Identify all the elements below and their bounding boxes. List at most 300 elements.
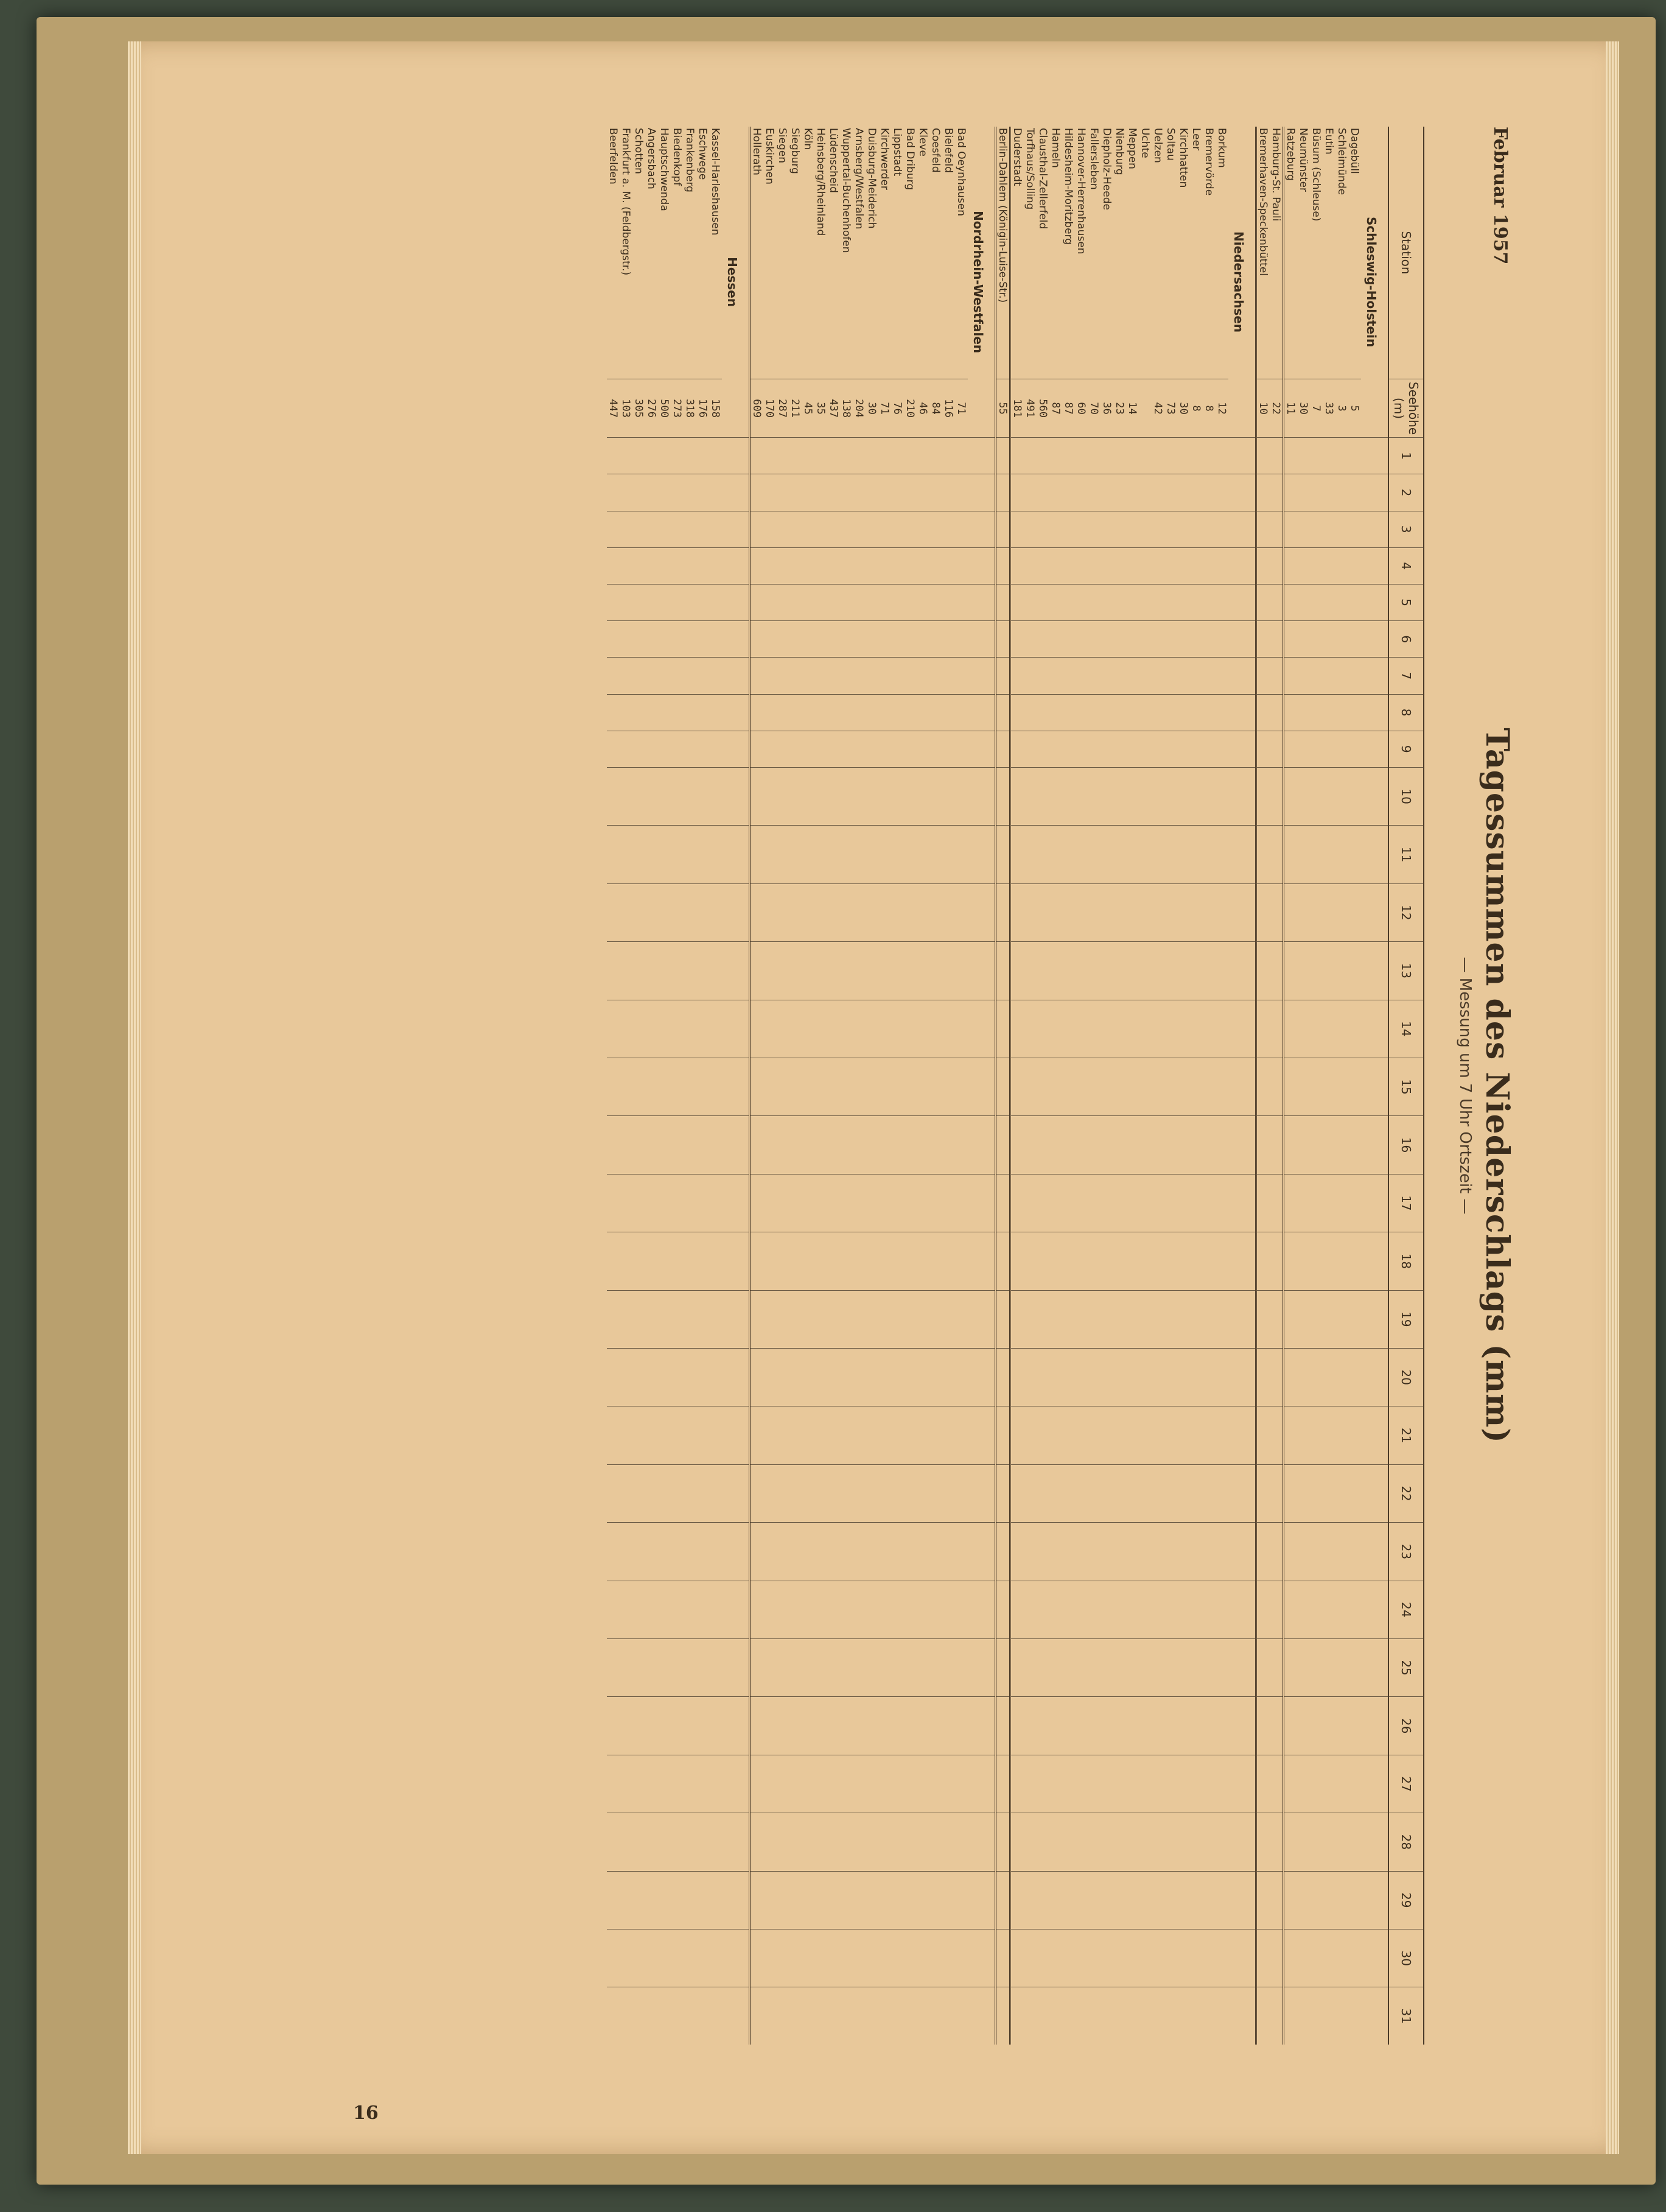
- day-cell: [802, 1638, 814, 1696]
- station-name: Kleve: [917, 128, 929, 156]
- day-cell: [814, 1058, 827, 1115]
- day-cell: [684, 1929, 696, 1987]
- day-cell: [1228, 1755, 1256, 1813]
- day-cell: [1361, 1464, 1388, 1522]
- day-cell: [1049, 1000, 1062, 1058]
- day-cell: [1361, 658, 1388, 694]
- day-cell: [878, 1523, 891, 1581]
- day-cell: [607, 658, 620, 694]
- header-day: 23: [1388, 1523, 1424, 1581]
- day-cell: [942, 1929, 955, 1987]
- day-cell: [1062, 1813, 1075, 1871]
- day-cell: [1037, 474, 1049, 511]
- day-cell: [814, 1464, 827, 1522]
- station-name: Lippstadt: [891, 128, 904, 177]
- day-cell: [1024, 658, 1037, 694]
- day-cell: [1062, 1000, 1075, 1058]
- day-cell: [722, 1697, 750, 1755]
- day-cell: [1284, 883, 1298, 941]
- day-cell: [750, 767, 764, 825]
- station-elevation: 70: [1088, 379, 1101, 438]
- header-day: 14: [1388, 1000, 1424, 1058]
- day-cell: [1152, 1406, 1164, 1464]
- day-cell: [1323, 942, 1335, 1000]
- day-cell: [1297, 1581, 1310, 1638]
- day-cell: [1335, 621, 1348, 658]
- day-cell: [1228, 1058, 1256, 1115]
- day-cell: [1177, 694, 1190, 731]
- day-cell: [709, 1290, 722, 1348]
- day-cell: [1088, 1348, 1101, 1406]
- day-cell: [827, 1232, 840, 1290]
- day-cell: [917, 1638, 929, 1696]
- day-cell: [1310, 1755, 1323, 1813]
- day-cell: [620, 883, 632, 941]
- day-cell: [1049, 1290, 1062, 1348]
- day-cell: [1270, 1232, 1284, 1290]
- day-cell: [658, 621, 671, 658]
- day-cell: [917, 438, 929, 474]
- day-cell: [1190, 584, 1203, 620]
- day-cell: [1228, 1464, 1256, 1522]
- day-cell: [1139, 1638, 1152, 1696]
- day-cell: [763, 1116, 776, 1174]
- day-cell: [1361, 438, 1388, 474]
- day-cell: [904, 1929, 917, 1987]
- day-cell: [1361, 1813, 1388, 1871]
- day-cell: [1228, 1987, 1256, 2045]
- day-cell: [1164, 1464, 1177, 1522]
- day-cell: [1126, 1523, 1139, 1581]
- day-cell: [1126, 694, 1139, 731]
- day-cell: [996, 1464, 1010, 1522]
- day-cell: [955, 584, 968, 620]
- day-cell: [1203, 1406, 1216, 1464]
- day-cell: [776, 547, 789, 584]
- station-elevation: 30: [866, 379, 878, 438]
- day-cell: [1323, 584, 1335, 620]
- day-cell: [1049, 1813, 1062, 1871]
- precipitation-table: [607, 127, 1424, 2045]
- day-cell: [709, 731, 722, 767]
- day-cell: [878, 826, 891, 883]
- day-cell: [645, 1638, 658, 1696]
- day-cell: [1049, 1929, 1062, 1987]
- day-cell: [750, 694, 764, 731]
- day-cell: [1177, 826, 1190, 883]
- day-cell: [955, 438, 968, 474]
- table-row: [709, 127, 722, 2045]
- day-cell: [1139, 731, 1152, 767]
- day-cell: [684, 1116, 696, 1174]
- day-cell: [1203, 767, 1216, 825]
- station-name: Bremervörde: [1203, 128, 1216, 196]
- day-cell: [853, 1174, 866, 1232]
- day-cell: [814, 1406, 827, 1464]
- day-cell: [955, 474, 968, 511]
- day-cell: [853, 1929, 866, 1987]
- day-cell: [1010, 1290, 1024, 1348]
- day-cell: [1152, 731, 1164, 767]
- day-cell: [607, 1348, 620, 1406]
- day-cell: [1024, 1116, 1037, 1174]
- day-cell: [1256, 1348, 1270, 1406]
- day-cell: [632, 1638, 645, 1696]
- day-cell: [1049, 1232, 1062, 1290]
- day-cell: [929, 1755, 942, 1813]
- day-cell: [1075, 1523, 1088, 1581]
- day-cell: [942, 1755, 955, 1813]
- day-cell: [1037, 1000, 1049, 1058]
- day-cell: [866, 1232, 878, 1290]
- day-cell: [1024, 474, 1037, 511]
- day-cell: [904, 1581, 917, 1638]
- day-cell: [1297, 1174, 1310, 1232]
- day-cell: [1075, 1464, 1088, 1522]
- day-cell: [696, 1929, 709, 1987]
- day-cell: [1310, 1232, 1323, 1290]
- day-cell: [929, 547, 942, 584]
- day-cell: [1101, 1755, 1113, 1813]
- day-cell: [620, 658, 632, 694]
- day-cell: [1270, 1638, 1284, 1696]
- day-cell: [1348, 767, 1361, 825]
- day-cell: [968, 1058, 996, 1115]
- station-elevation: 158: [709, 379, 722, 438]
- day-cell: [1284, 767, 1298, 825]
- day-cell: [1152, 1813, 1164, 1871]
- day-cell: [1270, 942, 1284, 1000]
- day-cell: [996, 1058, 1010, 1115]
- day-cell: [607, 942, 620, 1000]
- day-cell: [917, 731, 929, 767]
- rotated-table-area: [359, 127, 1516, 2045]
- day-cell: [891, 1813, 904, 1871]
- day-cell: [1335, 1174, 1348, 1232]
- station-elevation: 8: [1190, 379, 1203, 438]
- day-cell: [996, 1116, 1010, 1174]
- day-cell: [1228, 658, 1256, 694]
- day-cell: [827, 658, 840, 694]
- day-cell: [645, 584, 658, 620]
- day-cell: [1062, 1174, 1075, 1232]
- day-cell: [1256, 1058, 1270, 1115]
- table-row: [1203, 127, 1216, 2045]
- day-cell: [1113, 731, 1126, 767]
- day-cell: [942, 1058, 955, 1115]
- table-row: [1037, 127, 1049, 2045]
- day-cell: [1113, 942, 1126, 1000]
- day-cell: [1126, 584, 1139, 620]
- day-cell: [968, 584, 996, 620]
- day-cell: [696, 883, 709, 941]
- day-cell: [1126, 1232, 1139, 1290]
- day-cell: [1037, 621, 1049, 658]
- day-cell: [1297, 942, 1310, 1000]
- day-cell: [1024, 1697, 1037, 1755]
- day-cell: [1323, 1116, 1335, 1174]
- day-cell: [1101, 438, 1113, 474]
- day-cell: [1088, 942, 1101, 1000]
- day-cell: [1190, 1232, 1203, 1290]
- day-cell: [1113, 658, 1126, 694]
- day-cell: [671, 826, 684, 883]
- day-cell: [1037, 511, 1049, 547]
- day-cell: [750, 474, 764, 511]
- station-name: Eutin: [1323, 128, 1335, 155]
- day-cell: [645, 1116, 658, 1174]
- day-cell: [1010, 1523, 1024, 1581]
- day-cell: [1216, 1000, 1228, 1058]
- day-cell: [1335, 826, 1348, 883]
- table-row: [684, 127, 696, 2045]
- day-cell: [1216, 1581, 1228, 1638]
- day-cell: [1335, 694, 1348, 731]
- table-row: [658, 127, 671, 2045]
- day-cell: [878, 621, 891, 658]
- day-cell: [658, 1406, 671, 1464]
- day-cell: [1284, 1464, 1298, 1522]
- day-cell: [1335, 1697, 1348, 1755]
- day-cell: [620, 1871, 632, 1929]
- day-cell: [814, 883, 827, 941]
- day-cell: [1361, 1987, 1388, 2045]
- day-cell: [814, 1000, 827, 1058]
- day-cell: [840, 1232, 853, 1290]
- day-cell: [1310, 942, 1323, 1000]
- header-day: 8: [1388, 694, 1424, 731]
- day-cell: [878, 731, 891, 767]
- day-cell: [620, 1813, 632, 1871]
- day-cell: [1323, 438, 1335, 474]
- day-cell: [904, 1232, 917, 1290]
- day-cell: [814, 1987, 827, 2045]
- day-cell: [955, 511, 968, 547]
- day-cell: [1190, 1755, 1203, 1813]
- day-cell: [1297, 547, 1310, 584]
- day-cell: [1310, 1697, 1323, 1755]
- day-cell: [955, 1523, 968, 1581]
- day-cell: [996, 1987, 1010, 2045]
- day-cell: [1361, 1755, 1388, 1813]
- table-row: [1062, 127, 1075, 2045]
- day-cell: [1024, 1406, 1037, 1464]
- day-cell: [1348, 1523, 1361, 1581]
- day-cell: [1037, 1697, 1049, 1755]
- day-cell: [722, 547, 750, 584]
- day-cell: [1284, 1987, 1298, 2045]
- day-cell: [722, 826, 750, 883]
- header-day: 28: [1388, 1813, 1424, 1871]
- day-cell: [632, 1697, 645, 1755]
- day-cell: [684, 1871, 696, 1929]
- day-cell: [891, 1174, 904, 1232]
- day-cell: [1088, 438, 1101, 474]
- day-cell: [684, 1232, 696, 1290]
- day-cell: [853, 1406, 866, 1464]
- day-cell: [1010, 547, 1024, 584]
- day-cell: [1126, 1987, 1139, 2045]
- header-day: 27: [1388, 1755, 1424, 1813]
- day-cell: [722, 1464, 750, 1522]
- day-cell: [802, 1697, 814, 1755]
- day-cell: [1284, 694, 1298, 731]
- day-cell: [1139, 1813, 1152, 1871]
- day-cell: [1152, 694, 1164, 731]
- day-cell: [1177, 621, 1190, 658]
- table-row: [929, 127, 942, 2045]
- day-cell: [1177, 1290, 1190, 1348]
- day-cell: [968, 1813, 996, 1871]
- day-cell: [671, 1755, 684, 1813]
- day-cell: [1216, 1464, 1228, 1522]
- day-cell: [1216, 942, 1228, 1000]
- day-cell: [1323, 1290, 1335, 1348]
- station-name: Diepholz-Heede: [1101, 128, 1113, 210]
- day-cell: [1335, 511, 1348, 547]
- day-cell: [955, 694, 968, 731]
- station-elevation: 12: [1216, 379, 1228, 438]
- group-header-row: [1228, 127, 1256, 2045]
- day-cell: [709, 438, 722, 474]
- day-cell: [840, 1638, 853, 1696]
- day-cell: [802, 1755, 814, 1813]
- day-cell: [1101, 1000, 1113, 1058]
- day-cell: [955, 767, 968, 825]
- day-cell: [853, 547, 866, 584]
- day-cell: [776, 1755, 789, 1813]
- day-cell: [1037, 547, 1049, 584]
- day-cell: [1101, 767, 1113, 825]
- day-cell: [1228, 474, 1256, 511]
- day-cell: [1024, 767, 1037, 825]
- day-cell: [904, 1697, 917, 1755]
- day-cell: [1049, 731, 1062, 767]
- day-cell: [1228, 731, 1256, 767]
- day-cell: [1177, 438, 1190, 474]
- day-cell: [891, 1638, 904, 1696]
- day-cell: [814, 511, 827, 547]
- day-cell: [1152, 1638, 1164, 1696]
- day-cell: [827, 1987, 840, 2045]
- day-cell: [942, 694, 955, 731]
- day-cell: [1010, 1813, 1024, 1871]
- day-cell: [1203, 1755, 1216, 1813]
- station-elevation: 5: [1348, 379, 1361, 438]
- day-cell: [1126, 883, 1139, 941]
- day-cell: [709, 826, 722, 883]
- day-cell: [632, 1058, 645, 1115]
- day-cell: [1126, 621, 1139, 658]
- day-cell: [1152, 1929, 1164, 1987]
- day-cell: [722, 474, 750, 511]
- day-cell: [671, 1871, 684, 1929]
- day-cell: [1216, 658, 1228, 694]
- day-cell: [1216, 1523, 1228, 1581]
- day-cell: [1297, 1929, 1310, 1987]
- day-cell: [929, 1116, 942, 1174]
- day-cell: [827, 1929, 840, 1987]
- day-cell: [1101, 1232, 1113, 1290]
- day-cell: [917, 1290, 929, 1348]
- day-cell: [942, 826, 955, 883]
- day-cell: [1177, 1987, 1190, 2045]
- day-cell: [722, 1348, 750, 1406]
- table-row: [827, 127, 840, 2045]
- day-cell: [620, 1987, 632, 2045]
- day-cell: [763, 694, 776, 731]
- station-elevation: 3: [1335, 379, 1348, 438]
- day-cell: [1088, 767, 1101, 825]
- station-name: Kirchwerder: [878, 128, 891, 190]
- day-cell: [1348, 474, 1361, 511]
- day-cell: [607, 511, 620, 547]
- day-cell: [878, 1290, 891, 1348]
- day-cell: [1177, 1058, 1190, 1115]
- day-cell: [620, 1348, 632, 1406]
- day-cell: [1270, 621, 1284, 658]
- day-cell: [776, 1348, 789, 1406]
- day-cell: [840, 826, 853, 883]
- day-cell: [814, 1871, 827, 1929]
- day-cell: [917, 1929, 929, 1987]
- station-elevation: 22: [1270, 379, 1284, 438]
- day-cell: [632, 584, 645, 620]
- day-cell: [750, 1755, 764, 1813]
- day-cell: [1177, 658, 1190, 694]
- day-cell: [968, 1581, 996, 1638]
- day-cell: [763, 1638, 776, 1696]
- day-cell: [750, 1116, 764, 1174]
- day-cell: [763, 883, 776, 941]
- day-cell: [658, 942, 671, 1000]
- day-cell: [1323, 767, 1335, 825]
- day-cell: [645, 658, 658, 694]
- day-cell: [1284, 1116, 1298, 1174]
- day-cell: [1284, 1813, 1298, 1871]
- table-row: [632, 127, 645, 2045]
- day-cell: [853, 694, 866, 731]
- day-cell: [1101, 1697, 1113, 1755]
- day-cell: [1323, 694, 1335, 731]
- group-name: Niedersachsen: [1228, 127, 1256, 438]
- day-cell: [1010, 438, 1024, 474]
- day-cell: [1310, 1348, 1323, 1406]
- day-cell: [904, 1523, 917, 1581]
- day-cell: [878, 438, 891, 474]
- day-cell: [853, 1523, 866, 1581]
- day-cell: [1361, 1058, 1388, 1115]
- day-cell: [722, 1813, 750, 1871]
- day-cell: [632, 694, 645, 731]
- day-cell: [840, 1058, 853, 1115]
- day-cell: [722, 1174, 750, 1232]
- day-cell: [1152, 942, 1164, 1000]
- day-cell: [1361, 826, 1388, 883]
- table-row: [1270, 127, 1284, 2045]
- day-cell: [802, 1058, 814, 1115]
- day-cell: [1256, 731, 1270, 767]
- day-cell: [1297, 1116, 1310, 1174]
- day-cell: [1164, 1290, 1177, 1348]
- day-cell: [1088, 826, 1101, 883]
- day-cell: [996, 1523, 1010, 1581]
- day-cell: [1062, 1987, 1075, 2045]
- day-cell: [1010, 1871, 1024, 1929]
- station-name: Wuppertal-Buchenhofen: [840, 128, 853, 253]
- day-cell: [942, 1813, 955, 1871]
- day-cell: [696, 1058, 709, 1115]
